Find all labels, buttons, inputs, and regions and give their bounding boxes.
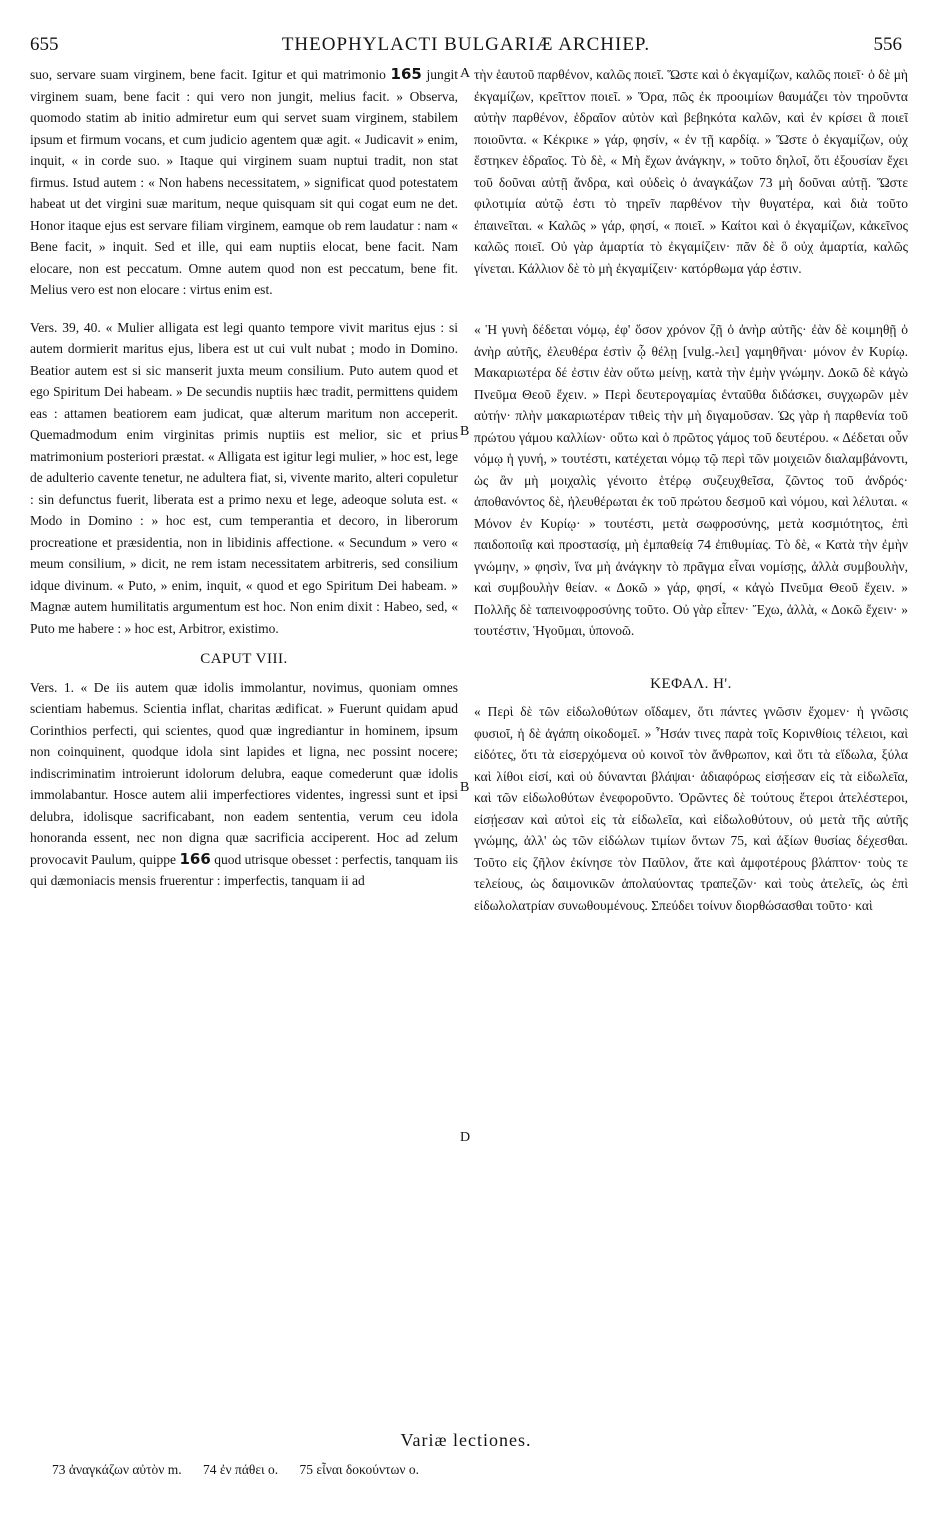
variant-notes bbox=[52, 1462, 902, 1478]
greek-paragraph-2: « Ἡ γυνὴ δέδεται νόμῳ, ἐφ' ὅσον χρόνον ζῇ ὁ ἀνὴρ αὐτῆς· ἐὰν δὲ κοιμηθῇ ὁ ἀνὴρ αὐτῆς, ἐλευθέρα ἐστὶν ᾧ θέλῃ [vulg.-λει] γαμηθῆναι· μόνον ἐν Κυρίῳ. Μακαριωτέρα δέ ἐστιν ἐὰν οὕτω μείνῃ, κατὰ τὴν ἐμὴν γνώμην. Δοκῶ δὲ κἀγὼ Πνεῦμα Θεοῦ ἔχειν. » Περὶ δευτερογαμίας ἐνταῦθα διδάσκει, συγχωρῶν μὲν αὐτήν· πλὴν μακαριωτέραν τιθεὶς τὴν μὴ διγαμοῦσαν. Ὡς γὰρ ἡ παρθενία τοῦ πρώτου γάμου καλλίων· οὕτω καὶ ὁ πρῶτος γάμος τοῦ δευτέρου. « Δέδεται οὖν νόμῳ ἡ γυνή, » τουτέστι, κατέχεται νόμῳ τῷ περὶ τῶν μοιχειῶν διαλαμβάνοντι, ὡς ἂν μὴ μοιχαλὶς γένοιτο ἑτέρῳ συζευχθεῖσα, ζῶντος τοῦ ἀνδρός· ἀποθανόντος δὲ, ἠλευθέρωται ἐκ τοῦ πρώτου δεσμοῦ καὶ νόμου, καὶ λέλυται. « Μόνον ἐν Κυρίῳ· » τουτέστι, μετὰ σωφροσύνης, μετὰ κοσμιότητος, ἐπὶ παιδοποιΐᾳ καὶ προστασίᾳ, μὴ ἐμπαθείᾳ 74 ἐπιθυμίας. Τὸ δὲ, « Κατὰ τὴν ἐμὴν γνώμην, » φησὶν, ἵνα μὴ ἀνάγκην τὸ πρᾶγμα εἶναι νομίσῃς, ἀλλὰ συμβουλὴν, καὶ συμβουλὴν θείαν. « Δοκῶ » γάρ, φησί, « κἀγὼ Πνεῦμα Θεοῦ ἔχειν. » Πολλῆς δὲ ταπεινοφροσύνης τοῦτο. Οὐ γὰρ εἶπεν· Ἔχω, ἀλλὰ, « Δοκῶ ἔχειν· » τουτέστιν, Ἡγοῦμαι, ὑπονοῶ. bbox=[474, 322, 908, 638]
greek-column bbox=[474, 64, 908, 1422]
running-title: THEOPHYLACTI BULGARIÆ ARCHIEP. bbox=[281, 34, 651, 55]
variant-note: 74 ἐν πάθει o. bbox=[202, 1462, 279, 1477]
page-number-right: 556 bbox=[873, 34, 902, 55]
margin-letter-d: D bbox=[460, 1130, 471, 1145]
latin-chapter-heading: CAPUT VIII. bbox=[200, 651, 288, 667]
page-number-left: 655 bbox=[30, 34, 59, 55]
margin-letter-a: A bbox=[460, 66, 471, 81]
greek-paragraph-1: τὴν ἑαυτοῦ παρθένον, καλῶς ποιεῖ. Ὥστε καὶ ὁ ἐκγαμίζων, καλῶς ποιεῖ· ὁ δὲ μὴ ἐκγαμίζων, κρεῖττον ποιεῖ. » Ὅρα, πῶς ἐκ προοιμίων θαυμάζει τὸν τηροῦντα αὐτὴν παρθένον, ἑδραῖον αὐτὸν καὶ βεβηκότα καλῶν, καὶ ἐν κρίσει ἃ ποιεῖ ποιοῦντα. « Κέκρικε » γάρ, φησίν, « ἐν τῇ καρδίᾳ. » Ὥστε ὁ ἐκγαμίζων, οὐχ ἕστηκεν ἑδραῖος. Τὸ δὲ, « Μὴ ἔχων ἀνάγκην, » τοῦτο δηλοῖ, ὅτι ἐξουσίαν ἔχει τοῦ δοῦναι αὐτῇ ἄνδρα, καὶ οὐδεὶς ὁ ἀναγκάζων 73 μὴ δοῦναι αὐτῇ. Ὥστε φιλοτιμία αὐτῷ ἐστι τὸ τηρεῖν παρθένον τὴν θυγατέρα, καὶ διὰ τοῦτο ἐπαινεῖται. « Καλῶς » γάρ, φησί, « ποιεῖ. » Καίτοι καὶ ὁ ἐκγαμίζων, κἀκεῖνος καλῶς ποιεῖ. Οὐ γὰρ ἁμαρτία τὸ ἐκγαμίζειν· πᾶν δὲ ὃ οὐχ ἁμαρτία, καλῶς γίνεται. Κάλλιον δὲ τὸ μὴ ἐκγαμίζειν· κατόρθωμα γάρ ἐστιν. bbox=[474, 67, 908, 276]
variant-note: 75 εἶναι δοκούντων o. bbox=[299, 1462, 419, 1477]
running-header bbox=[30, 34, 902, 62]
page-marker-165: 165 bbox=[390, 65, 422, 83]
greek-paragraph-3: « Περὶ δὲ τῶν εἰδωλοθύτων οἴδαμεν, ὅτι πάντες γνῶσιν ἔχομεν· ἡ γνῶσις φυσιοῖ, ἡ δὲ ἀγάπη οἰκοδομεῖ. » Ἦσάν τινες παρὰ τοῖς Κορινθίοις τέλειοι, καὶ εἰδότες, ὅτι τὰ εἰσερχόμενα οὐ κοινοῖ τὸν ἄνθρωπον, καὶ ὅτι τὰ εἴδωλα, ξύλα καὶ λίθοι εἰσί, καὶ οὐ δύνανται βλάψαι· ἀδιαφόρως εἰσῄεσαν εἰς τὰ εἰδωλεῖα, καὶ τῶν εἰδωλοθύτων ἐνεφοροῦντο. Ὁρῶντες δὲ τούτους ἕτεροι ἀτελέστεροι, εἰσῄεσαν καὶ αὐτοὶ εἰς τὰ εἰδωλεῖα, καὶ εἰδωλοθύτουν, οὐ μετὰ τῆς αὐτῆς γνώμης, ἀλλ' ὡς τῶν εἰδώλων τιμίων ὄντων 75, καὶ ἀξίων θυσίας δέχεσθαι. Τοῦτο εἰς ζῆλον ἐκίνησε τὸν Παῦλον, ἅτε καὶ ἀμφοτέρους βλάπτον· τοὺς τε τελείους, ὡς δαιμονικῶν ἀπολαύοντας τραπεζῶν· καὶ τοὺς ἀτελεῖς, ὡς ἐπὶ εἰδωλολατρίαν συνωθουμένους. Σπεύδει τοίνυν διορθώσασθαι τοῦτο· καὶ bbox=[474, 704, 908, 913]
margin-letter-b-upper: B bbox=[460, 424, 470, 439]
variae-lectiones-heading: Variæ lectiones. bbox=[400, 1430, 532, 1450]
latin-column bbox=[30, 64, 458, 1422]
variant-note: 73 ἀναγκάζων αὐτὸν m. bbox=[52, 1462, 182, 1477]
latin-paragraph-2: Vers. 39, 40. « Mulier alligata est legi quanto tempore vivit maritus ejus : si autem dormierit maritus ejus, libera est ut cui vult nubat ; modo in Domino. Beatior autem est si sic manserit juxta meum consilium. Puto autem quod et ego Spiritum Dei habeam. » De secundis nuptiis hæc tradit, permittens quidem eas : attamen beatiorem eam judicat, quæ alterum maritum non acceperit. Quemadmodum enim virginitas primis nuptiis est melior, sic et prius matrimonium posteriori præstat. « Alligata est igitur legi mulier, » hoc est, lege de adulterio cavente tenetur, ne adultera fiat, si, vivente marito, alteri copuletur : sin defunctus fuerit, liberata est a primo nexu et lege, adeoque soluta est. « Modo in Domino : » hoc est, cum temperantia et decoro, in liberorum procreatione et præsidentia, non in libidinis affectione. « Secundum » vero « meum consilium, » dicit, ne rem istam necessitatem arbitreris, sed consilium idque divinum. « Puto, » enim, inquit, « quod et ego Spiritum Dei habeam. » Magnæ autem humilitatis argumentum est hoc. Non enim dixit : Habeo, sed, « Puto me habere : » hoc est, Arbitror, existimo. bbox=[30, 319, 458, 636]
page-marker-166: 166 bbox=[179, 849, 211, 868]
greek-chapter-heading: ΚΕΦΑΛ. Η'. bbox=[650, 675, 732, 692]
margin-letter-b-lower: B bbox=[460, 780, 470, 795]
latin-paragraph-1: suo, servare suam virginem, bene facit. Igitur et qui matrimonio 165 jungit virginem suam, bene facit : qui vero non jungit, melius facit. » Observa, quomodo statim ab initio admiretur eum qui servet suam virginem, stabilem ipsum et firmum vocans, et cum judicio agentem quæ agit. « Judicavit » enim, inquit, « in corde suo. » Itaque qui virginem suam nuptui tradit, non stat firmus. Istud autem : « Non habens necessitatem, » significat quod potestatem habeat ut det virgini suæ maritum, neque quisquam sit qui cogat eum ne det. Honor itaque ejus est servare filiam virginem, eamque ob rem laudatur : nam « Bene facit, » inquit. Sed et ille, qui eam nuptiis elocat, bene facit. Nam elocare, non est peccatum. Omne autem quod non est peccatum, bene fit. Melius vero est non elocare : virtus enim est. bbox=[30, 65, 458, 297]
latin-paragraph-3: Vers. 1. « De iis autem quæ idolis immolantur, novimus, quoniam omnes scientiam habemus. Scientia inflat, charitas ædificat. » Fuerunt quidam apud Corinthios perfecti, qui scientes, quod quæ ingrediantur in hominem, ipsum non coinquinent, quodque idola sint lapides et ligna, nec possint nocere; indiscriminatim introierunt idolorum delubra, eaque comederunt quæ idolis immolabantur. Hosce autem alii imperfectiores videntes, ingressi sunt et ipsi delubra, idolisque sacrificabant, non eadem sententia, verum ceu idola honoranda essent, nec non digna quæ sacrificia acciperent. Hoc ad zelum provocavit Paulum, quippe 166 quod utrisque obesset : perfectis, tanquam iis qui dæmoniacis mensis fruerentur : imperfectis, tanquam ii ad bbox=[30, 679, 458, 888]
